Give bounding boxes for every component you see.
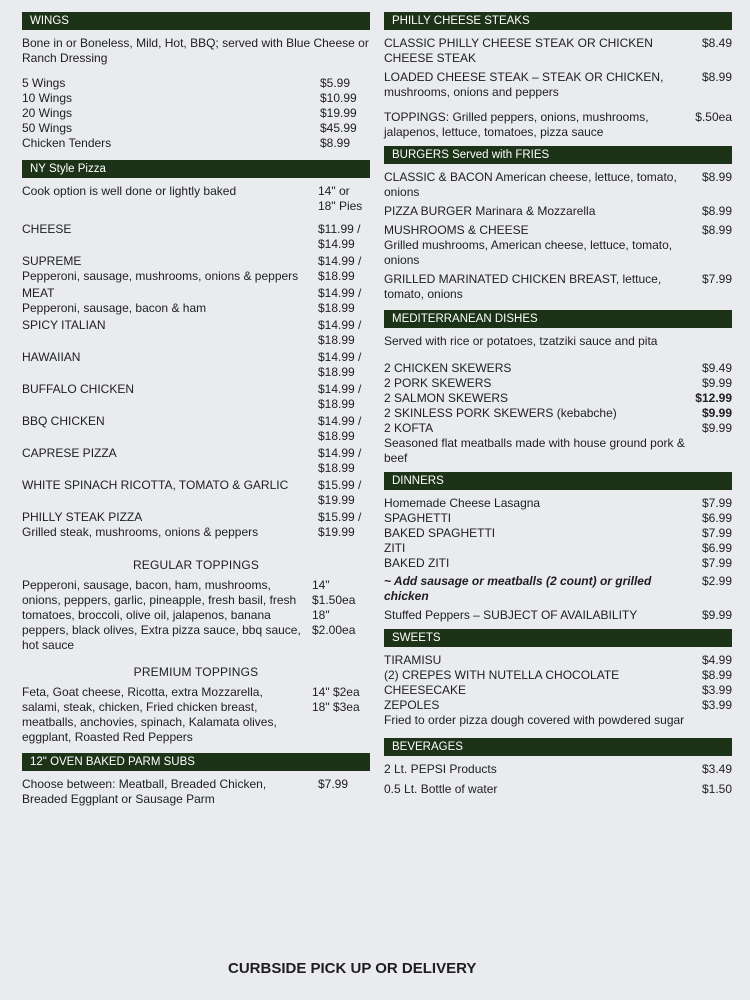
footer-delivery-banner: CURBSIDE PICK UP OR DELIVERY	[228, 960, 477, 977]
list-item: 2 SKINLESS PORK SKEWERS (kebabche) $9.99	[384, 406, 732, 420]
pizza-cook-note: Cook option is well done or lightly baked 14" or 18" Pies	[22, 184, 363, 213]
list-item: 50 Wings $45.99	[22, 121, 357, 135]
pizza-list	[22, 222, 370, 540]
beverages-header: BEVERAGES	[384, 738, 732, 756]
subs-item: Choose between: Meatball, Breaded Chicken, Breaded Eggplant or Sausage Parm $7.99	[22, 777, 349, 806]
premium-toppings: Feta, Goat cheese, Ricotta, extra Mozzarella, salami, steak, chicken, Fried chicken breast, meatballs, anchovies, spinach, Kalamata olives, eggplant, Roasted Red Peppers 14" $2ea 18" $3ea	[22, 685, 360, 744]
list-item: PHILLY STEAK PIZZA Grilled steak, mushrooms, onions & peppers $15.99 / $19.99	[22, 510, 362, 539]
list-item: LOADED CHEESE STEAK – STEAK OR CHICKEN, mushrooms, onions and peppers $8.99	[384, 70, 732, 99]
left-column	[22, 12, 370, 811]
list-item: 10 Wings $10.99	[22, 91, 357, 105]
premium-toppings-title: PREMIUM TOPPINGS	[133, 665, 259, 679]
list-item: ZITI $6.99	[384, 541, 732, 555]
sweets-header: SWEETS	[384, 629, 732, 647]
list-item: 20 Wings $19.99	[22, 106, 357, 120]
list-item: GRILLED MARINATED CHICKEN BREAST, lettuce, tomato, onions $7.99	[384, 272, 732, 301]
list-item: 2 KOFTA Seasoned flat meatballs made with house ground pork & beef $9.99	[384, 421, 732, 465]
pizza-header: NY Style Pizza	[22, 160, 370, 178]
list-item: WHITE SPINACH RICOTTA, TOMATO & GARLIC $15.99 / $19.99	[22, 478, 362, 507]
wings-list	[22, 76, 370, 150]
list-item: CHEESE $11.99 / $14.99	[22, 222, 361, 251]
list-item: BUFFALO CHICKEN $14.99 / $18.99	[22, 382, 362, 411]
list-item: TIRAMISU $4.99	[384, 653, 732, 667]
list-item: ZEPOLES Fried to order pizza dough covered with powdered sugar $3.99	[384, 698, 732, 727]
list-item: SPICY ITALIAN $14.99 / $18.99	[22, 318, 362, 347]
stuffed-peppers: Stuffed Peppers – SUBJECT OF AVAILABILITY $9.99	[384, 608, 732, 622]
mediterranean-note: Served with rice or potatoes, tzatziki sauce and pita	[384, 334, 658, 348]
list-item: MUSHROOMS & CHEESE Grilled mushrooms, American cheese, lettuce, tomato, onions $8.99	[384, 223, 732, 267]
list-item: PIZZA BURGER Marinara & Mozzarella $8.99	[384, 204, 732, 218]
right-column	[384, 12, 732, 797]
list-item: 2 CHICKEN SKEWERS $9.49	[384, 361, 732, 375]
list-item: CLASSIC PHILLY CHEESE STEAK OR CHICKEN CHEESE STEAK $8.49	[384, 36, 732, 65]
list-item: BBQ CHICKEN $14.99 / $18.99	[22, 414, 362, 443]
mediterranean-header: MEDITERRANEAN DISHES	[384, 310, 732, 328]
subs-header: 12" OVEN BAKED PARM SUBS	[22, 753, 370, 771]
list-item: 2 PORK SKEWERS $9.99	[384, 376, 732, 390]
list-item: CLASSIC & BACON American cheese, lettuce, tomato, onions $8.99	[384, 170, 732, 199]
wings-description: Bone in or Boneless, Mild, Hot, BBQ; served with Blue Cheese or Ranch Dressing	[22, 36, 369, 65]
regular-toppings-title: REGULAR TOPPINGS	[132, 558, 260, 572]
list-item: 0.5 Lt. Bottle of water $1.50	[384, 782, 732, 796]
wings-header: WINGS	[22, 12, 370, 30]
list-item: SUPREME Pepperoni, sausage, mushrooms, onions & peppers $14.99 / $18.99	[22, 254, 362, 283]
list-item: Chicken Tenders $8.99	[22, 136, 351, 150]
philly-header: PHILLY CHEESE STEAKS	[384, 12, 732, 30]
list-item: CHEESECAKE $3.99	[384, 683, 732, 697]
dinners-addon: ~ Add sausage or meatballs (2 count) or grilled chicken $2.99	[384, 574, 732, 603]
list-item: BAKED SPAGHETTI $7.99	[384, 526, 732, 540]
dinners-header: DINNERS	[384, 472, 732, 490]
list-item: Homemade Cheese Lasagna $7.99	[384, 496, 732, 510]
list-item: MEAT Pepperoni, sausage, bacon & ham $14.99 / $18.99	[22, 286, 362, 315]
list-item: 2 SALMON SKEWERS $12.99	[384, 391, 732, 405]
list-item: HAWAIIAN $14.99 / $18.99	[22, 350, 362, 379]
list-item: (2) CREPES WITH NUTELLA CHOCOLATE $8.99	[384, 668, 732, 682]
list-item: BAKED ZITI $7.99	[384, 556, 732, 570]
list-item: SPAGHETTI $6.99	[384, 511, 732, 525]
list-item: CAPRESE PIZZA $14.99 / $18.99	[22, 446, 362, 475]
burgers-header: BURGERS Served with FRIES	[384, 146, 732, 164]
regular-toppings: Pepperoni, sausage, bacon, ham, mushrooms, onions, peppers, garlic, pineapple, fresh basil, fresh tomatoes, broccoli, olive oil, jalapenos, banana peppers, black olives, Extra pizza sauce, bbq sauce, hot sauce 14" $1.50ea 18" $2.00ea	[22, 578, 356, 652]
list-item: 5 Wings $5.99	[22, 76, 351, 90]
list-item: 2 Lt. PEPSI Products $3.49	[384, 762, 732, 776]
list-item: TOPPINGS: Grilled peppers, onions, mushrooms, jalapenos, lettuce, tomatoes, pizza sauce $.50ea	[384, 110, 732, 139]
